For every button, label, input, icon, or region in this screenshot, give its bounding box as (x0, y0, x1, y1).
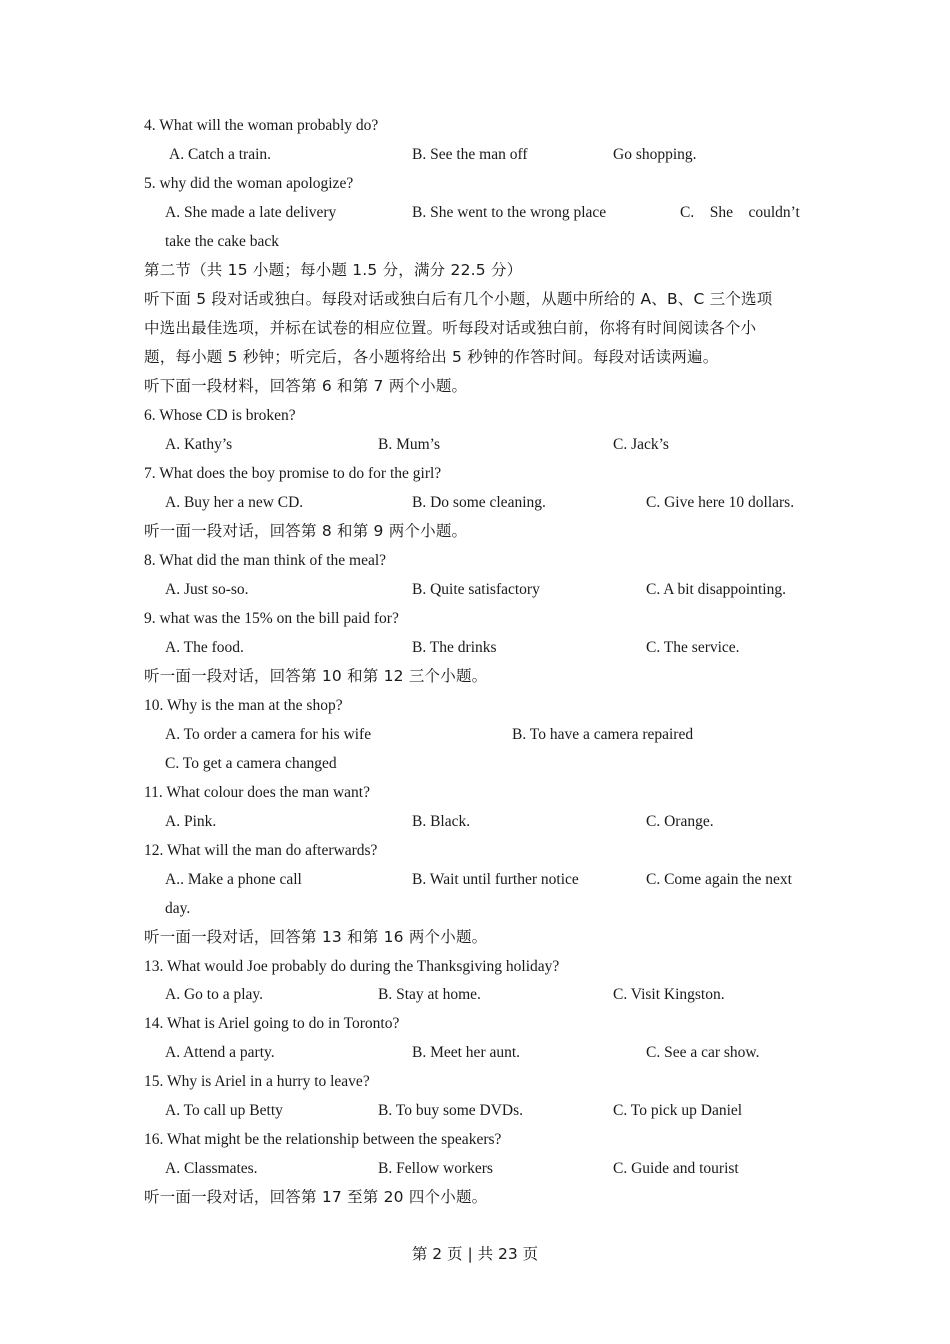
passage-instruction: 听一面一段对话，回答第 8 和第 9 两个小题。 (144, 522, 468, 540)
option-c-continued: take the cake back (165, 233, 280, 250)
question-7: 7. What does the boy promise to do for the girl? (144, 465, 442, 482)
option-a: A. To call up Betty (165, 1102, 283, 1119)
option-b: B. Wait until further notice (412, 871, 579, 888)
option-c: C. Orange. (646, 813, 714, 830)
question-16: 16. What might be the relationship between the speakers? (144, 1131, 502, 1148)
option-a: A. Kathy’s (165, 436, 233, 453)
option-a: A. Pink. (165, 813, 217, 830)
page-footer: 第 2 页 | 共 23 页 (411, 1245, 539, 1263)
option-a: A. Just so-so. (165, 581, 249, 598)
question-14: 14. What is Ariel going to do in Toronto? (144, 1015, 400, 1032)
option-c: C. Come again the next (646, 871, 792, 888)
option-a: A. Catch a train. (169, 146, 272, 163)
section-instruction: 听下面 5 段对话或独白。每段对话或独白后有几个小题，从题中所给的 A、B、C 三个选项 (144, 290, 773, 308)
question-15: 15. Why is Ariel in a hurry to leave? (144, 1073, 370, 1090)
option-c: C. Jack’s (613, 436, 669, 453)
section-instruction: 题，每小题 5 秒钟；听完后，各小题将给出 5 秒钟的作答时间。每段对话读两遍。 (144, 348, 719, 366)
question-6: 6. Whose CD is broken? (144, 407, 296, 424)
section-instruction: 中选出最佳选项，并标在试卷的相应位置。听每段对话或独白前，你将有时间阅读各个小 (144, 319, 757, 337)
question-9: 9. what was the 15% on the bill paid for? (144, 610, 399, 627)
passage-instruction: 听下面一段材料，回答第 6 和第 7 两个小题。 (144, 377, 468, 395)
option-c: C. Guide and tourist (613, 1160, 739, 1177)
option-a: A. The food. (165, 639, 244, 656)
question-11: 11. What colour does the man want? (144, 784, 370, 801)
option-c: C. To get a camera changed (165, 755, 337, 772)
option-c-continued: day. (165, 900, 191, 917)
option-b: B. Quite satisfactory (412, 581, 540, 598)
option-b: B. Fellow workers (378, 1160, 493, 1177)
passage-instruction: 听一面一段对话，回答第 10 和第 12 三个小题。 (144, 667, 488, 685)
option-b: B. See the man off (412, 146, 528, 163)
option-a: A. Attend a party. (165, 1044, 275, 1061)
option-b: B. Black. (412, 813, 471, 830)
option-b: B. To buy some DVDs. (378, 1102, 524, 1119)
option-b: B. She went to the wrong place (412, 204, 607, 221)
option-a: A. She made a late delivery (165, 204, 337, 221)
question-8: 8. What did the man think of the meal? (144, 552, 387, 569)
option-b: B. To have a camera repaired (512, 726, 694, 743)
option-b: B. Do some cleaning. (412, 494, 546, 511)
option-c: C. A bit disappointing. (646, 581, 786, 598)
option-b: B. Meet her aunt. (412, 1044, 521, 1061)
option-b: B. Mum’s (378, 436, 441, 453)
option-a: A. Go to a play. (165, 986, 264, 1003)
question-13: 13. What would Joe probably do during the Thanksgiving holiday? (144, 958, 560, 975)
passage-instruction: 听一面一段对话，回答第 17 至第 20 四个小题。 (144, 1188, 488, 1206)
question-4: 4. What will the woman probably do? (144, 117, 379, 134)
passage-instruction: 听一面一段对话，回答第 13 和第 16 两个小题。 (144, 928, 488, 946)
option-b: B. The drinks (412, 639, 497, 656)
option-a: A.. Make a phone call (165, 871, 302, 888)
option-c: C. Give here 10 dollars. (646, 494, 795, 511)
option-b: B. Stay at home. (378, 986, 481, 1003)
option-c: C. See a car show. (646, 1044, 760, 1061)
section-heading: 第二节（共 15 小题；每小题 1.5 分，满分 22.5 分） (144, 261, 523, 279)
option-a: A. Buy her a new CD. (165, 494, 304, 511)
option-c: Go shopping. (613, 146, 697, 163)
option-c: C. The service. (646, 639, 740, 656)
option-a: A. To order a camera for his wife (165, 726, 372, 743)
question-10: 10. Why is the man at the shop? (144, 697, 343, 714)
option-c: C. Visit Kingston. (613, 986, 725, 1003)
option-c: C. To pick up Daniel (613, 1102, 743, 1119)
option-a: A. Classmates. (165, 1160, 258, 1177)
question-5: 5. why did the woman apologize? (144, 175, 354, 192)
question-12: 12. What will the man do afterwards? (144, 842, 378, 859)
option-c: C. She couldn’t (680, 204, 800, 221)
